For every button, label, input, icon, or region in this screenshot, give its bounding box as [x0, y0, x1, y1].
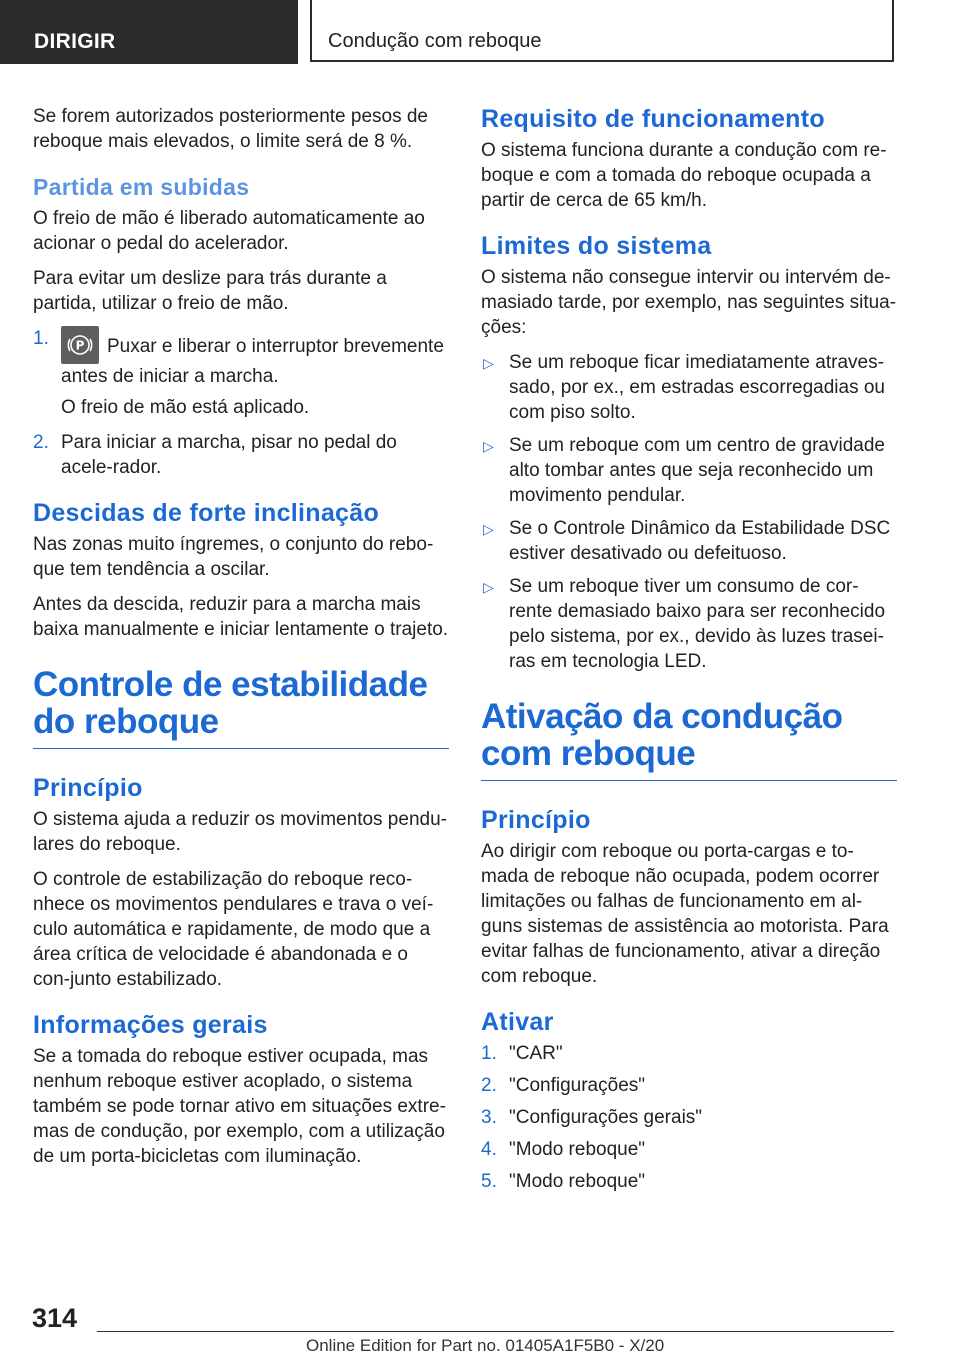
list-item	[33, 326, 449, 420]
limits-paragraph: O sistema não consegue intervir ou intervém de-masiado tarde, por exemplo, nas seguintes situa-ções:	[481, 267, 897, 338]
chapter-tab	[0, 0, 298, 64]
activation-title-block	[481, 698, 897, 781]
stability-info-paragraph: Se a tomada do reboque estiver ocupada, mas nenhum reboque estiver acoplado, o sistema também se pode tornar ativo em situações extre-mas de condução, por exemplo, com a utilização de um porta-bicicletas com iluminação.	[33, 1046, 446, 1167]
step-text-content: Puxar e liberar o interruptor brevemente antes de iniciar a marcha.	[61, 336, 444, 387]
triangle-bullet-icon: ▷	[483, 438, 494, 454]
list-item	[481, 1137, 897, 1162]
descents-section	[33, 498, 449, 642]
list-item	[481, 1073, 897, 1098]
triangle-bullet-icon: ▷	[483, 355, 494, 371]
hill-start-paragraph-2: Para evitar um deslize para trás durante a partida, utilizar o freio de mão.	[33, 268, 387, 314]
step-number: 4.	[481, 1139, 497, 1160]
bullet-text: Se um reboque ficar imediatamente atraves-sado, por ex., em estradas escorregadias ou com piso solto.	[509, 352, 885, 423]
list-item	[33, 430, 449, 480]
stability-principle-section	[33, 773, 449, 992]
hill-start-steps	[33, 326, 449, 480]
footer-edition: Online Edition for Part no. 01405A1F5B0 - X/20	[306, 1336, 665, 1355]
requirement-heading: Requisito de funcionamento	[481, 105, 825, 133]
list-item	[481, 433, 897, 508]
list-item	[481, 1041, 897, 1066]
footer-divider	[97, 1331, 894, 1332]
activation-title: Ativação da condução com reboque	[481, 698, 897, 781]
bullet-text: Se o Controle Dinâmico da Estabilidade DSC estiver desativado ou defeituoso.	[509, 518, 891, 564]
stability-info-section	[33, 1010, 449, 1169]
list-item	[481, 1105, 897, 1130]
limits-bullets	[481, 350, 897, 674]
activation-principle-heading: Princípio	[481, 806, 591, 834]
activate-steps	[481, 1041, 897, 1194]
stability-title-block	[33, 666, 449, 749]
step-text: "Configurações gerais"	[509, 1107, 703, 1128]
hill-start-section	[33, 172, 449, 480]
step-number: 1.	[33, 328, 49, 349]
stability-info-heading: Informações gerais	[33, 1011, 268, 1039]
step-text: "CAR"	[509, 1043, 563, 1064]
descents-heading: Descidas de forte inclinação	[33, 499, 380, 527]
step-number: 2.	[481, 1075, 497, 1096]
list-item	[481, 350, 897, 425]
parking-brake-icon	[61, 326, 99, 364]
stability-principle-paragraph-2: O controle de estabilização do reboque reco-nhece os movimentos pendulares e trava o veí-culo automática e rapidamente, de modo que a área crítica de velocidade é abandonada e o con-junto estabilizado.	[33, 869, 434, 990]
left-column	[33, 104, 449, 1179]
hill-start-paragraph-1: O freio de mão é liberado automaticamente ao acionar o pedal do acelerador.	[33, 208, 425, 254]
stability-principle-heading: Princípio	[33, 774, 143, 802]
hill-start-heading: Partida em subidas	[33, 174, 250, 200]
activation-principle-paragraph: Ao dirigir com reboque ou porta-cargas e to-mada de reboque não ocupada, podem ocorrer limitações ou falhas de funcionamento em al-guns sistemas de assistência ao motorista. Para evitar falhas de funcionamento, ativar a direção com reboque.	[481, 841, 889, 987]
step-text: "Modo reboque"	[509, 1139, 646, 1160]
step-text: "Configurações"	[509, 1075, 646, 1096]
bullet-text: Se um reboque tiver um consumo de cor-rente demasiado baixo para ser reconhecido pelo sistema, por ex., devido às luzes trasei-ras em tecnologia LED.	[509, 576, 886, 672]
step-text	[61, 326, 449, 389]
triangle-bullet-icon: ▷	[483, 579, 494, 595]
list-item	[481, 1169, 897, 1194]
descents-paragraph-2: Antes da descida, reduzir para a marcha mais baixa manualmente e iniciar lentamente o trajeto.	[33, 594, 449, 640]
step-text: Para iniciar a marcha, pisar no pedal do acele-rador.	[61, 432, 397, 478]
activate-section	[481, 1007, 897, 1194]
stability-title: Controle de estabilidade do reboque	[33, 666, 449, 749]
svg-text:P: P	[75, 338, 85, 353]
step-text: "Modo reboque"	[509, 1171, 646, 1192]
list-item	[481, 516, 897, 566]
limits-section	[481, 231, 897, 674]
requirement-section	[481, 104, 897, 213]
section-header	[310, 0, 894, 62]
activation-principle-section	[481, 805, 897, 989]
stability-principle-paragraph-1: O sistema ajuda a reduzir os movimentos pendu-lares do reboque.	[33, 809, 447, 855]
step-number: 2.	[33, 432, 49, 453]
list-item	[481, 574, 897, 674]
triangle-bullet-icon: ▷	[483, 521, 494, 537]
chapter-title: DIRIGIR	[34, 30, 116, 53]
section-title: Condução com reboque	[328, 30, 542, 52]
intro-paragraph: Se forem autorizados posteriormente pesos de reboque mais elevados, o limite será de 8 %.	[33, 106, 428, 152]
requirement-paragraph: O sistema funciona durante a condução com re-boque e com a tomada do reboque ocupada a partir de cerca de 65 km/h.	[481, 140, 887, 211]
step-number: 5.	[481, 1171, 497, 1192]
limits-heading: Limites do sistema	[481, 232, 712, 260]
right-column	[481, 104, 897, 1204]
page-number: 314	[32, 1303, 78, 1333]
bullet-text: Se um reboque com um centro de gravidade alto tombar antes que seja reconhecido um movimento pendular.	[509, 435, 885, 506]
step-number: 3.	[481, 1107, 497, 1128]
step-number: 1.	[481, 1043, 497, 1064]
activate-heading: Ativar	[481, 1008, 554, 1036]
step-result: O freio de mão está aplicado.	[61, 397, 310, 418]
descents-paragraph-1: Nas zonas muito íngremes, o conjunto do rebo-que tem tendência a oscilar.	[33, 534, 434, 580]
